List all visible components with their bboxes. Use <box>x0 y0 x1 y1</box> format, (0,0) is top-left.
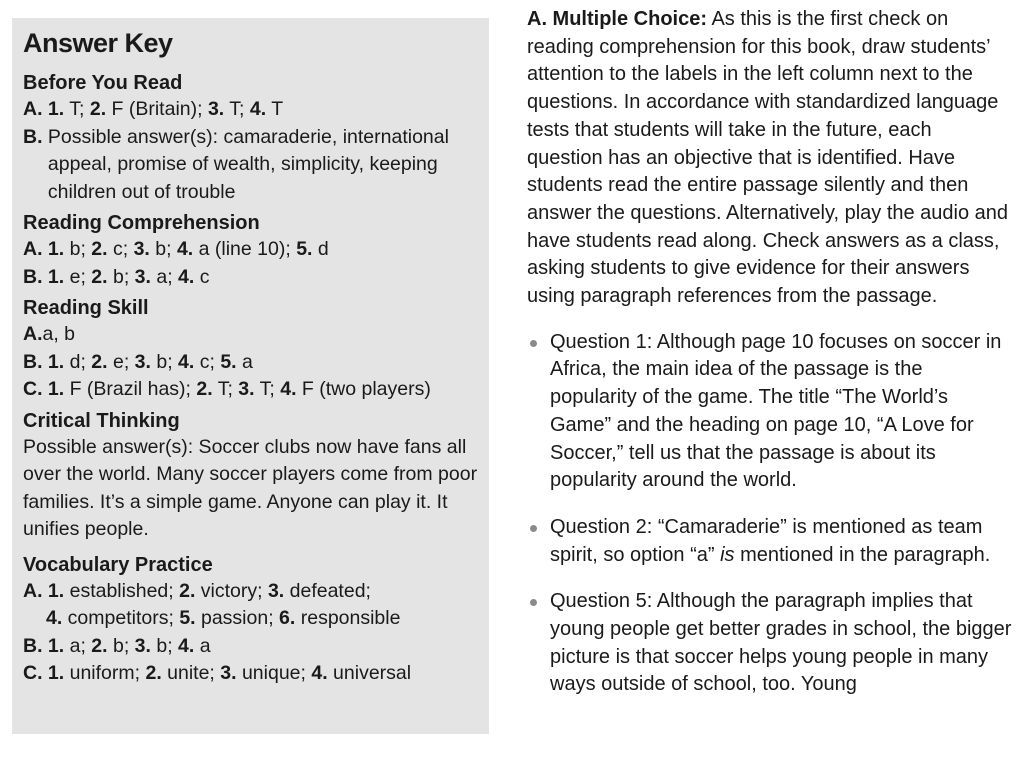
vocabulary-practice-b-answers: B. 1. a; 2. b; 3. b; 4. a <box>23 634 211 657</box>
section-heading-before-you-read: Before You Read <box>23 72 183 94</box>
question-2-note: Question 2: “Camaraderie” is mentioned as team spirit, so option “a” is mentioned in the paragraph. <box>550 515 991 566</box>
answer-key-title: Answer Key <box>23 28 173 58</box>
reading-skill-a-answers: A.a, b <box>23 323 76 345</box>
vocabulary-practice-a-answers-line2: 4. competitors; 5. passion; 6. responsible <box>46 607 401 629</box>
vocabulary-practice-c-answers: C. 1. uniform; 2. unite; 3. unique; 4. universal <box>23 662 412 684</box>
multiple-choice-label: A. Multiple Choice: <box>527 8 707 30</box>
teacher-notes-column <box>527 6 1012 718</box>
multiple-choice-intro-text: As this is the first check on reading comprehension for this book, draw students’ attention to the labels in the left column next to the questions. In accordance with standardized language tests that students will take in the future, each question has an objective that is identified. Have students read the entire passage silently and then answer the questions. Alternatively, play the audio and have students read along. Check answers as a class, asking students to give evidence for their answers using paragraph references from the passage. <box>527 8 1009 308</box>
reading-skill-c-answers: C. 1. F (Brazil has); 2. T; 3. T; 4. F (two players) <box>23 378 431 400</box>
before-you-read-a-answers: A. 1. T; 2. F (Britain); 3. T; 4. T <box>23 98 284 120</box>
question-1-note: Question 1: Although page 10 focuses on soccer in Africa, the main idea of the passage is the popularity of the game. The title “The World’s Game” and the heading on page 10, “A Love for Soccer,” tell us that the passage is about its popularity around the world. <box>550 330 1002 492</box>
list-item <box>527 588 1012 699</box>
bullet-icon <box>530 340 537 347</box>
bullet-icon <box>530 599 537 606</box>
multiple-choice-intro <box>527 6 1012 311</box>
vocabulary-practice-a-answers-line1: A. 1. established; 2. victory; 3. defeated; <box>23 579 371 602</box>
reading-comprehension-b-answers: B. 1. e; 2. b; 3. a; 4. c <box>23 265 210 288</box>
answer-key-panel <box>12 18 489 734</box>
question-5-note: Question 5: Although the paragraph implies that young people get better grades in school, the bigger picture is that soccer helps young people in many ways outside of school, too. Young <box>550 590 1012 696</box>
section-heading-critical-thinking: Critical Thinking <box>23 409 180 432</box>
before-you-read-b-answers: B. Possible answer(s): camaraderie, international appeal, promise of wealth, simplicity, keeping children out of trouble <box>23 125 449 203</box>
section-heading-reading-comprehension: Reading Comprehension <box>23 212 260 234</box>
reading-skill-b-answers: B. 1. d; 2. e; 3. b; 4. c; 5. a <box>23 350 253 373</box>
critical-thinking-answers: Possible answer(s): Soccer clubs now have fans all over the world. Many soccer players come from poor families. It’s a simple game. Anyone can play it. It unifies people. <box>23 435 478 540</box>
list-item <box>527 329 1012 495</box>
section-heading-reading-skill: Reading Skill <box>23 297 149 319</box>
list-item <box>527 514 1012 569</box>
bullet-icon <box>530 525 537 532</box>
section-heading-vocabulary-practice: Vocabulary Practice <box>23 553 213 576</box>
reading-comprehension-a-answers: A. 1. b; 2. c; 3. b; 4. a (line 10); 5. d <box>23 238 329 260</box>
question-notes-list <box>527 329 1012 699</box>
